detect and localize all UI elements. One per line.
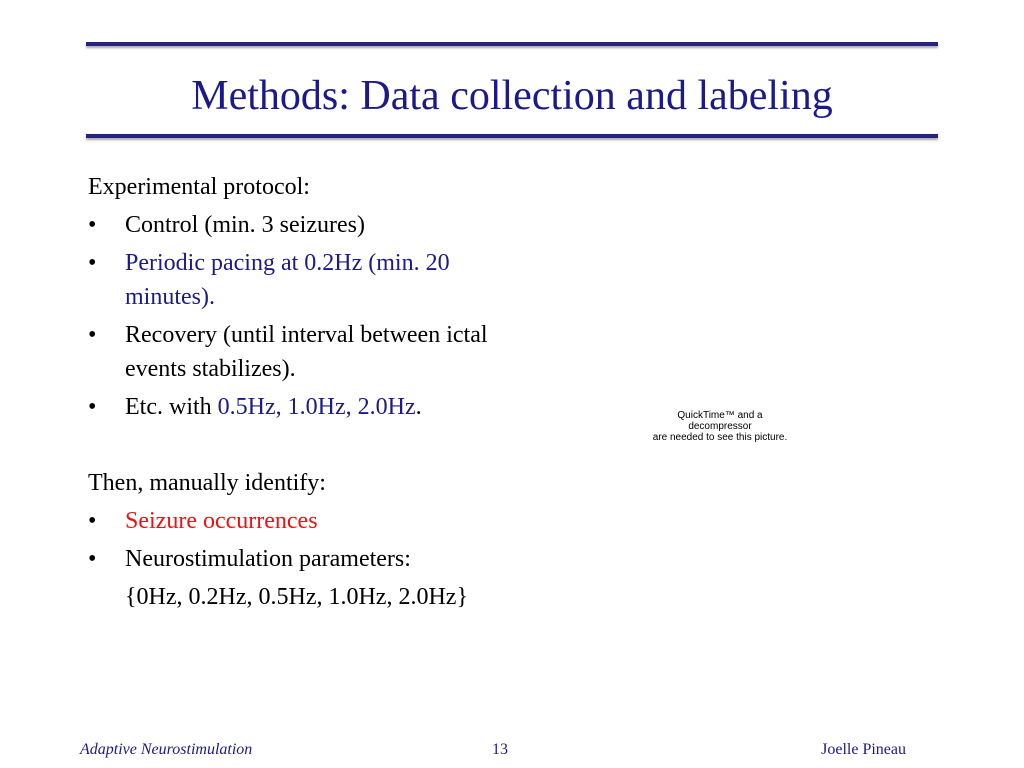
placeholder-line3: are needed to see this picture. — [652, 432, 788, 443]
placeholder-line1: QuickTime™ and a — [677, 410, 763, 421]
recovery-text-line1: Recovery (until interval between ictal — [125, 322, 488, 348]
bullet-icon: • — [88, 322, 97, 348]
protocol-heading: Experimental protocol: — [88, 174, 310, 200]
parameter-set: {0Hz, 0.2Hz, 0.5Hz, 1.0Hz, 2.0Hz} — [125, 584, 468, 610]
list-item — [88, 504, 608, 538]
title-rule-top — [86, 42, 938, 46]
spacer — [88, 428, 608, 466]
etc-frequencies: 0.5Hz, 1.0Hz, 2.0Hz — [217, 394, 416, 420]
list-item — [88, 542, 608, 576]
etc-prefix: Etc. with — [125, 394, 218, 420]
list-item — [88, 208, 608, 242]
bullet-icon: • — [88, 212, 97, 238]
identify-list — [88, 504, 608, 576]
list-item — [88, 390, 608, 424]
list-item — [88, 246, 608, 314]
periodic-text-line2: minutes). — [125, 284, 215, 310]
footer-page-number: 13 — [492, 741, 508, 758]
periodic-text-line1: Periodic pacing at 0.2Hz (min. 20 — [125, 250, 450, 276]
seizure-occurrences-text: Seizure occurrences — [125, 508, 318, 534]
identify-heading: Then, manually identify: — [88, 470, 326, 496]
title-rule-bottom — [86, 134, 938, 138]
bullet-icon: • — [88, 546, 97, 572]
bullet-icon: • — [88, 394, 97, 420]
footer-author: Joelle Pineau — [821, 741, 906, 758]
slide-body — [88, 170, 608, 614]
placeholder-line2: decompressor — [688, 421, 752, 432]
etc-suffix: . — [415, 394, 422, 420]
quicktime-placeholder — [620, 410, 820, 443]
protocol-list — [88, 208, 608, 424]
slide-title: Methods: Data collection and labeling — [191, 73, 833, 119]
bullet-icon: • — [88, 508, 97, 534]
list-item — [88, 318, 608, 386]
recovery-text-line2: events stabilizes). — [125, 356, 296, 382]
neurostim-params-text: Neurostimulation parameters: — [125, 546, 411, 572]
bullet-icon: • — [88, 250, 97, 276]
footer-course-title: Adaptive Neurostimulation — [80, 741, 253, 758]
control-text: Control (min. 3 seizures) — [125, 212, 365, 238]
